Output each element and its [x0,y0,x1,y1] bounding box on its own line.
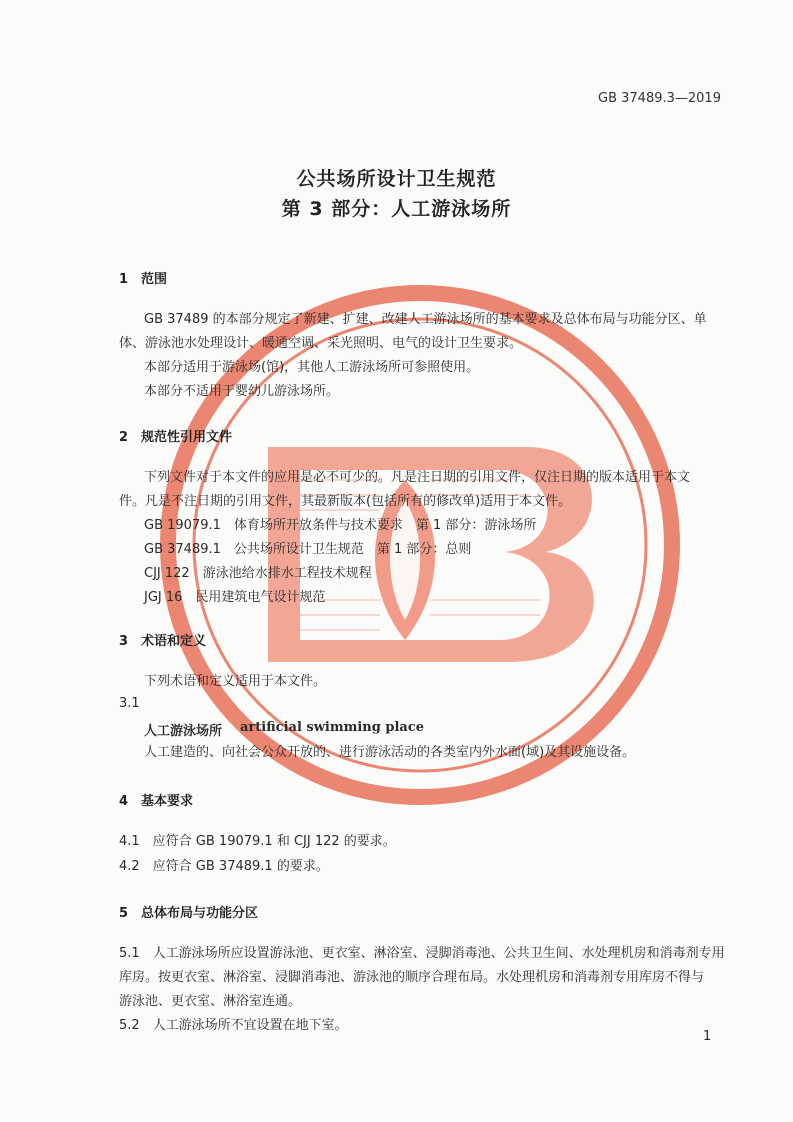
section-3-heading: 3 术语和定义 [119,634,207,649]
term-english: artificial swimming place [240,720,425,735]
requirement-item: 4.2 应符合 GB 37489.1 的要求。 [119,859,329,874]
reference-item: GB 19079.1 体育场所开放条件与技术要求 第 1 部分：游泳场所 [144,518,537,533]
section-2-heading: 2 规范性引用文件 [119,430,233,445]
section-5-1-line2: 库房。按更衣室、淋浴室、浸脚消毒池、游泳池的顺序合理布局。水处理机房和消毒剂专用库房不得与 [119,970,705,985]
section-1-scope-applies: 本部分适用于游泳场(馆)，其他人工游泳场所可参照使用。 [144,360,480,375]
section-5-heading: 5 总体布局与功能分区 [119,906,259,921]
document-title: 公共场所设计卫生规范 [296,168,497,190]
section-1-scope-excludes: 本部分不适用于婴幼儿游泳场所。 [144,384,340,399]
section-5-2: 5.2 人工游泳场所不宜设置在地下室。 [119,1018,348,1033]
standard-code: GB 37489.3—2019 [598,91,721,106]
section-3-intro: 下列术语和定义适用于本文件。 [144,674,327,689]
reference-item: CJJ 122 游泳池给水排水工程技术规程 [144,566,372,581]
requirement-item: 4.1 应符合 GB 19079.1 和 CJJ 122 的要求。 [119,834,396,849]
section-1-paragraph-line1: GB 37489 的本部分规定了新建、扩建、改建人工游泳场所的基本要求及总体布局与功能分区、单 [144,312,707,327]
section-4-heading: 4 基本要求 [119,794,194,809]
reference-item: JGJ 16 民用建筑电气设计规范 [144,590,326,605]
reference-item: GB 37489.1 公共场所设计卫生规范 第 1 部分：总则 [144,542,472,557]
document-subtitle: 第 3 部分：人工游泳场所 [281,198,512,220]
page-number: 1 [703,1029,712,1044]
section-1-paragraph-line2: 体、游泳池水处理设计、暖通空调、采光照明、电气的设计卫生要求。 [119,336,523,351]
section-2-paragraph-line1: 下列文件对于本文件的应用是必不可少的。凡是注日期的引用文件，仅注日期的版本适用于本文 [144,470,691,485]
section-1-heading: 1 范围 [119,272,168,287]
section-5-1-line1: 5.1 人工游泳场所应设置游泳池、更衣室、淋浴室、浸脚消毒池、公共卫生间、水处理机房和消毒剂专用 [119,946,725,961]
section-5-1-line3: 游泳池、更衣室、淋浴室连通。 [119,994,302,1009]
term-definition: 人工建造的、向社会公众开放的、进行游泳活动的各类室内外水面(域)及其设施设备。 [144,745,636,760]
term-number: 3.1 [119,696,140,711]
section-2-paragraph-line2: 件。凡是不注日期的引用文件，其最新版本(包括所有的修改单)适用于本文件。 [119,494,572,509]
term-chinese: 人工游泳场所 [144,724,223,739]
